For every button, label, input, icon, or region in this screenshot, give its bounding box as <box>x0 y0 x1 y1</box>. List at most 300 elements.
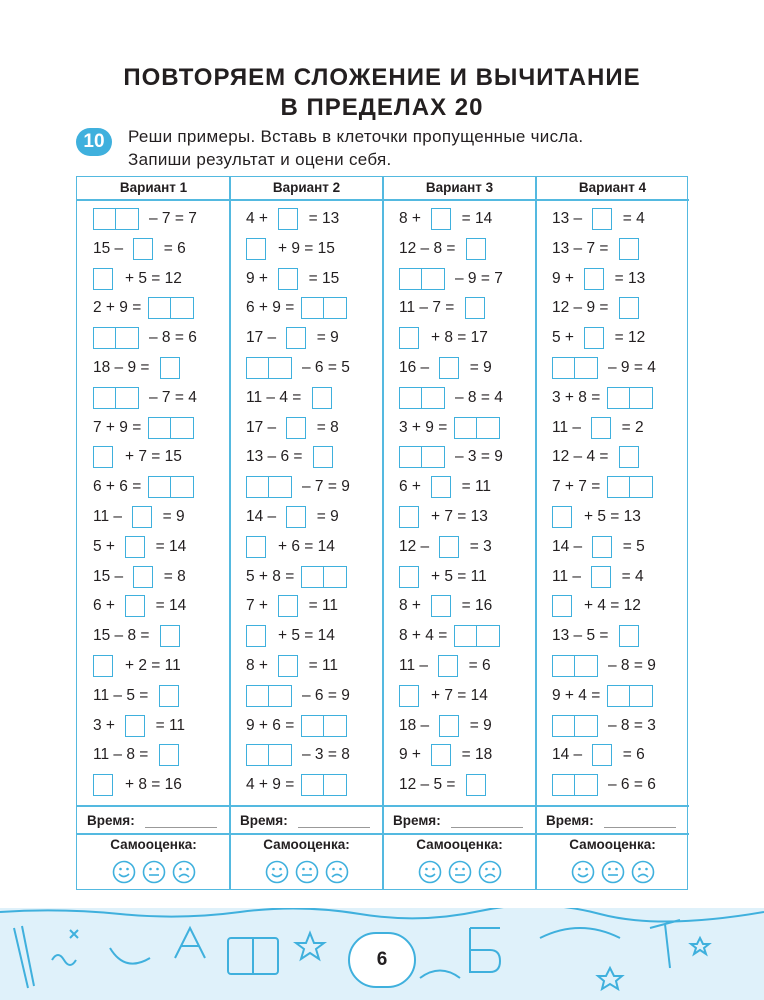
equation-row <box>246 535 335 559</box>
neutral-face-icon[interactable] <box>295 860 319 889</box>
equation-text: + 8 = 17 <box>431 329 488 347</box>
equation-text: + 8 = 16 <box>125 776 182 794</box>
equation-text: 17 – <box>246 418 281 436</box>
equation-text: 8 + <box>246 657 273 674</box>
answer-box[interactable] <box>619 625 639 647</box>
answer-box[interactable] <box>246 238 266 260</box>
equation-text: 14 – <box>552 537 587 555</box>
smile-face-icon[interactable] <box>571 860 595 889</box>
equation-text: 3 + 8 = <box>552 388 605 406</box>
answer-box[interactable] <box>159 744 179 766</box>
equation-text: 6 + <box>399 478 426 496</box>
answer-box[interactable] <box>160 357 180 379</box>
equation-row <box>246 207 339 231</box>
variant-column-2 <box>230 177 383 889</box>
equation-text: = 9 <box>465 359 492 376</box>
equation-text: 9 + <box>552 269 579 287</box>
answer-box[interactable] <box>133 566 153 588</box>
answer-box[interactable] <box>466 774 486 796</box>
equation-row <box>552 505 641 529</box>
equation-text: – 3 = 8 <box>302 746 350 764</box>
time-input-line[interactable] <box>604 827 676 828</box>
equation-text: 4 + <box>246 210 273 227</box>
equation-row <box>399 386 503 410</box>
equation-row <box>93 416 194 440</box>
answer-box[interactable] <box>313 446 333 468</box>
equation-text: = 8 <box>159 567 186 585</box>
equation-text: = 11 <box>457 478 492 496</box>
equation-text: 11 – <box>93 508 127 525</box>
two-digit-answer-box[interactable] <box>454 625 500 647</box>
equation-row <box>246 475 350 499</box>
self-assessment-label: Самооценка: <box>569 837 656 852</box>
equation-row <box>93 565 186 589</box>
equation-text: = 13 <box>610 269 646 287</box>
equation-text: 8 + <box>399 210 426 227</box>
answer-box[interactable] <box>552 595 572 617</box>
answer-box[interactable] <box>125 536 145 558</box>
variant-column-1 <box>77 177 230 889</box>
equation-row <box>399 356 492 380</box>
equation-text: 9 + <box>246 269 273 287</box>
equation-text: 18 – <box>399 716 434 734</box>
page-number: 6 <box>348 932 416 988</box>
equation-row <box>552 743 645 767</box>
equation-row <box>93 714 185 738</box>
answer-box[interactable] <box>278 208 298 230</box>
sad-face-icon[interactable] <box>478 860 502 889</box>
equation-text: 11 – <box>399 657 433 674</box>
equation-row <box>246 773 347 797</box>
two-digit-answer-box[interactable] <box>93 327 139 349</box>
equation-row <box>93 445 182 469</box>
equation-row <box>552 416 644 440</box>
equation-row <box>246 386 338 410</box>
equation-row <box>552 445 645 469</box>
two-digit-answer-box[interactable] <box>246 476 292 498</box>
equation-text: = 14 <box>151 537 187 555</box>
equation-text: 15 – <box>93 239 128 257</box>
sad-face-icon[interactable] <box>631 860 655 889</box>
two-digit-answer-box[interactable] <box>93 208 139 230</box>
equation-text: = 2 <box>617 418 644 436</box>
equation-text: = 4 <box>617 567 644 585</box>
equation-text: – 7 = 7 <box>149 210 197 227</box>
equation-row <box>246 267 339 291</box>
equation-row <box>93 684 185 708</box>
answer-box[interactable] <box>399 566 419 588</box>
time-label: Время: <box>393 813 441 828</box>
equation-text: = 18 <box>457 746 493 764</box>
two-digit-answer-box[interactable] <box>399 387 445 409</box>
variant-header: Вариант 1 <box>119 180 188 195</box>
equation-text: 9 + <box>399 746 426 764</box>
equation-text: 3 + 9 = <box>399 418 452 436</box>
equation-text: 12 – 5 = <box>399 776 460 794</box>
answer-box[interactable] <box>133 238 153 260</box>
equation-row <box>399 714 492 738</box>
two-digit-answer-box[interactable] <box>607 387 653 409</box>
equation-text: 5 + <box>552 329 579 347</box>
neutral-face-icon[interactable] <box>448 860 472 889</box>
time-input-line[interactable] <box>451 827 523 828</box>
time-input-line[interactable] <box>145 827 217 828</box>
answer-box[interactable] <box>160 625 180 647</box>
equation-text: = 11 <box>304 597 339 615</box>
answer-box[interactable] <box>286 417 306 439</box>
equation-row <box>246 594 338 618</box>
equation-text: 15 – 8 = <box>93 627 154 645</box>
time-input-line[interactable] <box>298 827 370 828</box>
equation-text: 15 – <box>93 567 128 585</box>
equation-row <box>93 475 194 499</box>
two-digit-answer-box[interactable] <box>607 476 653 498</box>
two-digit-answer-box[interactable] <box>399 446 445 468</box>
equation-text: = 5 <box>618 537 645 555</box>
variant-column-3 <box>383 177 536 889</box>
answer-box[interactable] <box>399 327 419 349</box>
answer-box[interactable] <box>619 297 639 319</box>
instruction-line-1: Реши примеры. Вставь в клеточки пропущенные числа. <box>128 127 584 146</box>
answer-box[interactable] <box>584 327 604 349</box>
self-assessment-label: Самооценка: <box>416 837 503 852</box>
answer-box[interactable] <box>552 506 572 528</box>
two-digit-answer-box[interactable] <box>301 715 347 737</box>
smile-face-icon[interactable] <box>112 860 136 889</box>
equation-text: = 15 <box>304 269 340 287</box>
equation-row <box>399 743 492 767</box>
equation-row <box>399 594 492 618</box>
answer-box[interactable] <box>431 476 451 498</box>
equation-row <box>552 594 641 618</box>
equation-text: 13 – 5 = <box>552 627 613 645</box>
equation-text: 6 + 6 = <box>93 478 146 496</box>
equation-text: = 8 <box>312 418 339 436</box>
equation-row <box>93 237 186 261</box>
equation-row <box>93 326 197 350</box>
equation-text: + 5 = 11 <box>431 567 487 585</box>
equation-row <box>246 714 347 738</box>
column-divider <box>535 177 537 889</box>
two-digit-answer-box[interactable] <box>246 357 292 379</box>
page-title-line-2: В ПРЕДЕЛАХ 20 <box>280 94 484 121</box>
equation-text: 6 + <box>93 597 120 615</box>
equation-row <box>246 445 339 469</box>
equation-row <box>93 386 197 410</box>
sad-face-icon[interactable] <box>172 860 196 889</box>
answer-box[interactable] <box>125 715 145 737</box>
equation-text: = 14 <box>151 597 187 615</box>
equation-text: 4 + 9 = <box>246 776 299 794</box>
self-assessment-faces <box>383 860 536 889</box>
equation-row <box>246 356 350 380</box>
equation-row <box>552 684 653 708</box>
answer-box[interactable] <box>619 238 639 260</box>
two-digit-answer-box[interactable] <box>246 685 292 707</box>
answer-box[interactable] <box>592 744 612 766</box>
equation-row <box>93 296 194 320</box>
exercise-table <box>76 176 688 890</box>
equation-row <box>93 773 182 797</box>
equation-text: 8 + 4 = <box>399 627 452 645</box>
two-digit-answer-box[interactable] <box>552 655 598 677</box>
neutral-face-icon[interactable] <box>601 860 625 889</box>
equation-text: 11 – <box>552 567 586 585</box>
two-digit-answer-box[interactable] <box>148 417 194 439</box>
answer-box[interactable] <box>439 536 459 558</box>
equation-text: = 9 <box>158 508 185 525</box>
equation-text: – 7 = 9 <box>302 478 350 496</box>
two-digit-answer-box[interactable] <box>301 774 347 796</box>
answer-box[interactable] <box>93 774 113 796</box>
answer-box[interactable] <box>431 744 451 766</box>
two-digit-answer-box[interactable] <box>552 715 598 737</box>
equation-text: 13 – 7 = <box>552 239 613 257</box>
self-assessment-faces <box>230 860 383 889</box>
equation-row <box>399 326 488 350</box>
two-digit-answer-box[interactable] <box>552 357 598 379</box>
equation-text: = 6 <box>618 746 645 764</box>
equation-text: – 6 = 5 <box>302 359 350 376</box>
equation-text: = 9 <box>465 716 492 734</box>
two-digit-answer-box[interactable] <box>399 268 445 290</box>
equation-row <box>399 654 491 678</box>
answer-box[interactable] <box>592 536 612 558</box>
answer-box[interactable] <box>439 715 459 737</box>
equation-text: 14 – <box>552 746 587 764</box>
answer-box[interactable] <box>619 446 639 468</box>
equation-row <box>552 296 645 320</box>
equation-text: + 5 = 14 <box>278 627 335 645</box>
equation-row <box>246 237 335 261</box>
answer-box[interactable] <box>431 208 451 230</box>
equation-text: + 7 = 14 <box>431 686 488 704</box>
answer-box[interactable] <box>286 506 306 528</box>
two-digit-answer-box[interactable] <box>93 387 139 409</box>
equation-text: 17 – <box>246 329 281 347</box>
variant-header: Вариант 4 <box>578 180 647 195</box>
two-digit-answer-box[interactable] <box>301 566 347 588</box>
answer-box[interactable] <box>93 268 113 290</box>
equation-row <box>552 386 653 410</box>
smile-face-icon[interactable] <box>265 860 289 889</box>
answer-box[interactable] <box>399 685 419 707</box>
equation-row <box>399 416 500 440</box>
equation-row <box>93 207 197 231</box>
equation-text: = 6 <box>464 657 491 674</box>
equation-row <box>552 267 645 291</box>
equation-row <box>93 654 181 678</box>
equation-text: + 7 = 15 <box>125 448 182 466</box>
answer-box[interactable] <box>584 268 604 290</box>
answer-box[interactable] <box>93 446 113 468</box>
equation-row <box>552 535 645 559</box>
two-digit-answer-box[interactable] <box>148 297 194 319</box>
equation-row <box>399 207 492 231</box>
equation-text: + 5 = 12 <box>125 269 182 287</box>
answer-box[interactable] <box>312 387 332 409</box>
equation-text: 7 + <box>246 597 273 615</box>
column-divider <box>229 177 231 889</box>
equation-row <box>399 505 488 529</box>
two-digit-answer-box[interactable] <box>454 417 500 439</box>
equation-text: 11 – 8 = <box>93 746 153 764</box>
self-assessment-faces <box>77 860 230 889</box>
equation-text: – 8 = 3 <box>608 716 656 734</box>
answer-box[interactable] <box>431 595 451 617</box>
equation-text: = 4 <box>618 210 645 227</box>
answer-box[interactable] <box>466 238 486 260</box>
equation-row <box>93 743 185 767</box>
equation-text: 18 – 9 = <box>93 359 154 376</box>
sad-face-icon[interactable] <box>325 860 349 889</box>
equation-row <box>246 654 338 678</box>
neutral-face-icon[interactable] <box>142 860 166 889</box>
equation-text: 12 – 4 = <box>552 448 613 466</box>
equation-text: 11 – 7 = <box>399 299 459 317</box>
answer-box[interactable] <box>159 685 179 707</box>
variant-header: Вариант 2 <box>272 180 341 195</box>
two-digit-answer-box[interactable] <box>246 744 292 766</box>
two-digit-answer-box[interactable] <box>607 685 653 707</box>
equation-row <box>552 714 656 738</box>
equation-row <box>93 267 182 291</box>
equation-text: 12 – <box>399 537 434 555</box>
answer-box[interactable] <box>246 536 266 558</box>
equation-text: 7 + 9 = <box>93 418 146 436</box>
two-digit-answer-box[interactable] <box>301 297 347 319</box>
equation-text: 16 – <box>399 359 434 376</box>
equation-row <box>93 624 186 648</box>
equation-row <box>246 296 347 320</box>
equation-text: = 16 <box>457 597 493 615</box>
equation-row <box>552 565 644 589</box>
equation-text: = 13 <box>304 210 340 227</box>
equation-text: – 6 = 6 <box>608 776 656 794</box>
exercise-number-badge: 10 <box>76 128 112 156</box>
answer-box[interactable] <box>438 655 458 677</box>
equation-text: 7 + 7 = <box>552 478 605 496</box>
equation-text: – 9 = 7 <box>455 269 503 287</box>
equation-text: – 8 = 6 <box>149 329 197 347</box>
equation-row <box>552 654 656 678</box>
answer-box[interactable] <box>132 506 152 528</box>
equation-text: 8 + <box>399 597 426 615</box>
answer-box[interactable] <box>246 625 266 647</box>
equation-text: + 6 = 14 <box>278 537 335 555</box>
equation-text: = 11 <box>304 657 339 674</box>
equation-row <box>246 505 339 529</box>
equation-text: + 2 = 11 <box>125 657 181 674</box>
answer-box[interactable] <box>439 357 459 379</box>
answer-box[interactable] <box>93 655 113 677</box>
equation-text: 12 – 8 = <box>399 239 460 257</box>
equation-row <box>399 267 503 291</box>
answer-box[interactable] <box>278 655 298 677</box>
equation-row <box>552 356 656 380</box>
answer-box[interactable] <box>286 327 306 349</box>
two-digit-answer-box[interactable] <box>148 476 194 498</box>
equation-text: = 11 <box>151 716 186 734</box>
equation-text: + 7 = 13 <box>431 508 488 525</box>
equation-row <box>93 356 186 380</box>
equation-text: 11 – 5 = <box>93 686 153 704</box>
answer-box[interactable] <box>278 268 298 290</box>
equation-text: – 6 = 9 <box>302 686 350 704</box>
variant-column-4 <box>536 177 689 889</box>
equation-row <box>552 624 645 648</box>
answer-box[interactable] <box>591 417 611 439</box>
self-assessment-label: Самооценка: <box>110 837 197 852</box>
equation-row <box>93 594 186 618</box>
equation-row <box>552 326 645 350</box>
equation-text: = 9 <box>312 329 339 347</box>
equation-text: = 9 <box>312 508 339 525</box>
answer-box[interactable] <box>278 595 298 617</box>
equation-text: – 3 = 9 <box>455 448 503 466</box>
time-label: Время: <box>546 813 594 828</box>
equation-text: = 3 <box>465 537 492 555</box>
time-label: Время: <box>240 813 288 828</box>
equation-row <box>246 326 339 350</box>
answer-box[interactable] <box>399 506 419 528</box>
answer-box[interactable] <box>125 595 145 617</box>
equation-row <box>93 535 186 559</box>
equation-text: + 4 = 12 <box>584 597 641 615</box>
self-assessment-label: Самооценка: <box>263 837 350 852</box>
equation-text: 9 + 6 = <box>246 716 299 734</box>
equation-row <box>399 535 492 559</box>
time-label: Время: <box>87 813 135 828</box>
answer-box[interactable] <box>591 566 611 588</box>
equation-text: 14 – <box>246 508 281 525</box>
equation-row <box>399 684 488 708</box>
equation-text: 11 – <box>552 418 586 436</box>
equation-row <box>552 475 653 499</box>
equation-row <box>552 207 645 231</box>
equation-text: 5 + <box>93 537 120 555</box>
equation-row <box>399 565 487 589</box>
page-title-line-1: ПОВТОРЯЕМ СЛОЖЕНИЕ И ВЫЧИТАНИЕ <box>123 64 641 91</box>
equation-row <box>399 773 492 797</box>
equation-text: 2 + 9 = <box>93 299 146 317</box>
variant-header: Вариант 3 <box>425 180 494 195</box>
equation-text: – 9 = 4 <box>608 359 656 376</box>
equation-row <box>399 445 503 469</box>
answer-box[interactable] <box>465 297 485 319</box>
equation-text: 5 + 8 = <box>246 567 299 585</box>
answer-box[interactable] <box>592 208 612 230</box>
smile-face-icon[interactable] <box>418 860 442 889</box>
equation-text: – 8 = 4 <box>455 388 503 406</box>
equation-text: = 12 <box>610 329 646 347</box>
equation-row <box>399 237 492 261</box>
equation-text: + 5 = 13 <box>584 508 641 525</box>
equation-text: 9 + 4 = <box>552 686 605 704</box>
equation-row <box>552 773 656 797</box>
equation-row <box>399 624 500 648</box>
equation-text: = 6 <box>159 239 186 257</box>
two-digit-answer-box[interactable] <box>552 774 598 796</box>
equation-text: – 7 = 4 <box>149 388 197 406</box>
equation-row <box>399 475 491 499</box>
equation-text: 13 – <box>552 210 587 227</box>
equation-text: = 14 <box>457 210 493 227</box>
equation-row <box>399 296 491 320</box>
equation-text: 11 – 4 = <box>246 388 306 406</box>
instruction-line-2: Запиши результат и оцени себя. <box>128 150 392 169</box>
self-assessment-faces <box>536 860 689 889</box>
